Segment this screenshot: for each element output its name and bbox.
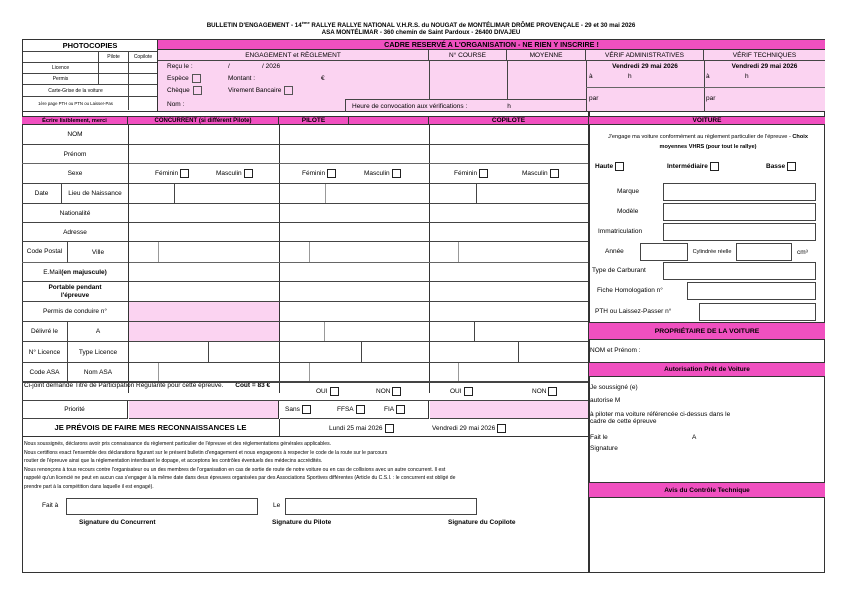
pilote-delivre-a-input[interactable] bbox=[326, 322, 429, 341]
pth-label: PTH ou Laissez-Passer n° bbox=[595, 308, 672, 315]
voiture-intro-text: J'engage ma voiture conformément au règlement particulier de l'épreuve - bbox=[608, 134, 793, 140]
convocation-label: Heure de convocation aux vérifications : bbox=[352, 102, 468, 110]
basse-checkbox[interactable] bbox=[787, 162, 796, 171]
row-label-num-licence: N° Licence bbox=[22, 342, 68, 363]
verif-tech-header: VÉRIF TECHNIQUES bbox=[704, 50, 825, 61]
moyenne-basse-option[interactable] bbox=[766, 162, 796, 171]
concurrent-cp-input[interactable] bbox=[129, 242, 159, 262]
proprietaire-nom-label: NOM et Prénom : bbox=[590, 347, 641, 354]
photocopies-row bbox=[23, 97, 157, 110]
priorite-sans-checkbox[interactable] bbox=[302, 405, 311, 414]
photocopies-row-label: Permis bbox=[23, 74, 99, 84]
copilote-titre-oui-option[interactable] bbox=[450, 382, 473, 400]
pilote-type-licence-input[interactable] bbox=[363, 342, 429, 362]
titre-participation-label: Ci-joint demande Titre de Participation Régularité pour cette épreuve. bbox=[24, 382, 224, 389]
declaration-line: routier de l'épreuve ainsi que la réglementation interdisant le dopage, et acceptons les contrôles éventuels des médecins accrédités. bbox=[24, 458, 323, 465]
concurrent-permis-disabled bbox=[129, 302, 279, 321]
pilote-titre-non-checkbox[interactable] bbox=[392, 387, 401, 396]
pilote-nom-input[interactable] bbox=[280, 125, 429, 144]
copilote-titre-non-checkbox[interactable] bbox=[548, 387, 557, 396]
reconnaissances-label: JE PRÉVOIS DE FAIRE MES RECONNAISSANCES LE bbox=[22, 419, 280, 437]
title-text-post: RALLYE RALLYE NATIONAL V.H.R.S. du NOUGAT de MONTÉLIMAR DRÔME PROVENÇALE - 29 et 30 mai 2026 bbox=[309, 22, 636, 30]
espece-option[interactable] bbox=[167, 74, 201, 83]
copilote-date-input[interactable] bbox=[430, 184, 477, 203]
verif-admin-h: h bbox=[628, 73, 632, 80]
row-label-prenom: Prénom bbox=[22, 145, 128, 164]
copilote-licence-input[interactable] bbox=[430, 342, 519, 362]
row-label-portable: Portable pendant l'épreuve bbox=[22, 282, 128, 302]
pilote-permis-input[interactable] bbox=[280, 302, 429, 321]
copilote-portable-input[interactable] bbox=[430, 282, 588, 301]
homologation-label: Fiche Homologation n° bbox=[597, 287, 663, 294]
pilote-licence-input[interactable] bbox=[280, 342, 362, 362]
engagement-header: ENGAGEMENT et RÈGLEMENT bbox=[158, 50, 429, 61]
reconnaissance-vendredi-checkbox[interactable] bbox=[497, 424, 506, 433]
date-sep: / bbox=[228, 63, 230, 70]
moyenne-haute-option[interactable] bbox=[595, 162, 624, 171]
verif-tech-a: à bbox=[706, 73, 710, 80]
pret-signature: Signature bbox=[590, 445, 618, 452]
photocopies-row-label: Licence bbox=[23, 63, 99, 73]
fait-a-input[interactable] bbox=[66, 498, 258, 515]
immatriculation-input[interactable] bbox=[663, 223, 816, 241]
copilote-masculin-checkbox[interactable] bbox=[550, 169, 559, 178]
row-label-lieu-naissance: Lieu de Naissance bbox=[62, 184, 128, 204]
row-label-nom: NOM bbox=[22, 125, 128, 145]
copilote-titre-oui-checkbox[interactable] bbox=[464, 387, 473, 396]
row-label-date: Date bbox=[22, 184, 62, 204]
declaration-line: Nous certifions exact l'ensemble des déclarations figurant sur le présent bulletin d'engagement et nous engageons à respecter le code de la route sur le parcours bbox=[24, 449, 388, 456]
priorite-fia-checkbox[interactable] bbox=[396, 405, 405, 414]
priorite-ffsa-option[interactable] bbox=[337, 401, 365, 418]
concurrent-feminin-checkbox[interactable] bbox=[180, 169, 189, 178]
pret-autorise: autorise M bbox=[590, 397, 621, 404]
montant-label: Montant : bbox=[228, 75, 256, 82]
row-label-code-asa: Code ASA bbox=[22, 363, 68, 382]
pilote-ville-input[interactable] bbox=[311, 242, 429, 262]
document-subtitle: ASA MONTÉLIMAR - 360 chemin de Saint Pardoux - 26400 DIVAJEU bbox=[321, 29, 521, 36]
row-label-nationalite: Nationalité bbox=[22, 204, 128, 223]
nom-label: Nom : bbox=[167, 101, 185, 108]
photocopies-check-copilote[interactable] bbox=[129, 74, 157, 84]
concurrent-masculin-option[interactable] bbox=[216, 164, 253, 183]
copilote-delivre-input[interactable] bbox=[430, 322, 475, 341]
concurrent-nationalite-input[interactable] bbox=[129, 204, 279, 222]
oui-label: OUI bbox=[450, 387, 462, 395]
titre-row bbox=[22, 382, 588, 401]
copilote-code-asa-input[interactable] bbox=[430, 363, 459, 381]
cheque-label: Chèque bbox=[167, 87, 190, 95]
sexe-row bbox=[129, 164, 588, 184]
email-label-bold: (en majuscule) bbox=[61, 268, 107, 276]
espece-checkbox[interactable] bbox=[192, 74, 201, 83]
pilote-nom-asa-input[interactable] bbox=[311, 363, 429, 381]
declaration-line: Nous renonçons à tous recours contre l'organisateur ou un des membres de l'organisation en cas de sortie de route de notre voiture ou en cas de collisions avec un autre concurrent. Il est bbox=[24, 466, 446, 473]
espece-label: Espèce bbox=[167, 75, 189, 83]
verif-admin-header: VÉRIF ADMINISTRATIVES bbox=[586, 50, 704, 61]
photocopies-col-pilote: Pilote bbox=[99, 52, 129, 62]
row-label-adresse: Adresse bbox=[22, 223, 128, 242]
declaration-line: rappelé qu'un licencié ne peut en aucun cas s'engager à la même date dans deux épreuves organisées par des Associations Sportives différentes (Article du C.S.I. : le concurrent est obligé de bbox=[24, 475, 456, 482]
feminin-label: Féminin bbox=[454, 170, 478, 177]
row-label-sexe: Sexe bbox=[22, 164, 128, 184]
pilote-lieu-input[interactable] bbox=[327, 184, 429, 203]
feminin-label: Féminin bbox=[302, 170, 326, 177]
sans-label: Sans bbox=[285, 406, 300, 413]
pilote-feminin-checkbox[interactable] bbox=[327, 169, 336, 178]
photocopies-row bbox=[23, 63, 157, 74]
concurrent-type-licence-input[interactable] bbox=[210, 342, 279, 362]
intermediaire-checkbox[interactable] bbox=[710, 162, 719, 171]
non-label: NON bbox=[532, 387, 547, 395]
cylindree-label: Cylindrée réelle bbox=[692, 248, 732, 255]
pilote-code-asa-input[interactable] bbox=[280, 363, 310, 381]
priorite-sans-option[interactable] bbox=[285, 401, 311, 418]
homologation-input[interactable] bbox=[687, 282, 816, 300]
pilote-delivre-input[interactable] bbox=[280, 322, 325, 341]
concurrent-email-input[interactable] bbox=[129, 263, 279, 281]
immatriculation-label: Immatriculation bbox=[598, 228, 643, 235]
col-pilote-header: PILOTE bbox=[279, 116, 349, 125]
pilote-portable-input[interactable] bbox=[280, 282, 429, 301]
copilote-masculin-option[interactable] bbox=[522, 164, 559, 183]
pilote-adresse-input[interactable] bbox=[280, 223, 429, 241]
cheque-checkbox[interactable] bbox=[193, 86, 202, 95]
email-label: E.Mail bbox=[43, 268, 62, 276]
concurrent-ville-input[interactable] bbox=[160, 242, 279, 262]
voiture-intro bbox=[595, 132, 821, 152]
oui-label: OUI bbox=[316, 387, 328, 395]
pilote-titre-non-option[interactable] bbox=[376, 382, 401, 400]
copilote-permis-input[interactable] bbox=[430, 302, 588, 321]
concurrent-delivre-disabled bbox=[129, 322, 279, 341]
photocopies-block bbox=[22, 39, 158, 112]
priorite-ffsa-checkbox[interactable] bbox=[356, 405, 365, 414]
photocopies-col-copilote: Copilote bbox=[133, 54, 153, 60]
basse-label: Basse bbox=[766, 163, 786, 170]
marque-label: Marque bbox=[617, 188, 640, 195]
verif-tech-date: Vendredi 29 mai 2026 bbox=[731, 63, 798, 70]
divider bbox=[507, 61, 508, 100]
col-pilote-extra bbox=[349, 116, 429, 125]
col-concurrent-header: CONCURRENT (si différent Pilote) bbox=[128, 116, 279, 125]
row-label-code-postal: Code Postal bbox=[22, 242, 68, 263]
cylindree-input[interactable] bbox=[736, 243, 792, 261]
photocopies-check-copilote[interactable] bbox=[129, 63, 157, 73]
haute-label: Haute bbox=[595, 163, 614, 170]
photocopies-row bbox=[23, 85, 157, 97]
copilote-type-licence-input[interactable] bbox=[520, 342, 588, 362]
row-label-nom-asa: Nom ASA bbox=[68, 363, 128, 382]
pilote-date-input[interactable] bbox=[280, 184, 326, 203]
copilote-delivre-a-input[interactable] bbox=[476, 322, 588, 341]
feminin-label: Féminin bbox=[155, 170, 179, 177]
pret-piloter: à piloter ma voiture référencée ci-dessus dans le cadre de cette épreuve bbox=[590, 411, 731, 426]
course-header: N° COURSE bbox=[429, 50, 507, 61]
row-label-ville: Ville bbox=[68, 242, 128, 263]
reconnaissance-vendredi-option[interactable] bbox=[432, 419, 506, 437]
date-year: / 2026 bbox=[262, 63, 281, 70]
photocopies-spacer bbox=[23, 52, 99, 62]
masculin-label: Masculin bbox=[364, 170, 390, 177]
euro-symbol: € bbox=[321, 75, 325, 82]
pilote-nationalite-input[interactable] bbox=[280, 204, 429, 222]
signature-concurrent-label: Signature du Concurrent bbox=[79, 519, 156, 526]
convocation-field bbox=[345, 99, 586, 112]
photocopies-check[interactable] bbox=[129, 97, 157, 110]
pilote-masculin-checkbox[interactable] bbox=[392, 169, 401, 178]
concurrent-priorite-disabled bbox=[129, 401, 279, 419]
fait-a-label: Fait à bbox=[42, 502, 59, 509]
pret-header: Autorisation Prêt de Voiture bbox=[589, 362, 825, 377]
pth-input[interactable] bbox=[699, 303, 816, 321]
pret-fait-le: Fait le bbox=[590, 434, 608, 441]
concurrent-masculin-checkbox[interactable] bbox=[244, 169, 253, 178]
le-label: Le bbox=[273, 502, 281, 509]
pilote-titre-oui-option[interactable] bbox=[316, 382, 339, 400]
modele-input[interactable] bbox=[663, 203, 816, 221]
proprietaire-header: PROPRIÉTAIRE DE LA VOITURE bbox=[589, 322, 825, 340]
copilote-priorite-disabled bbox=[430, 401, 588, 419]
voiture-intro-bold: Choix moyennes VHRS (pour tout le rallye) bbox=[659, 134, 808, 150]
reconnaissance-lundi-checkbox[interactable] bbox=[385, 424, 394, 433]
photocopies-check[interactable] bbox=[129, 85, 157, 96]
photocopies-row-label: Carte-Grise de la voiture bbox=[23, 85, 129, 96]
declaration-line: Nous soussignés, déclarons avoir pris connaissance du règlement particulier de l'épreuve et des réglementations générales applicables. bbox=[24, 441, 332, 447]
declaration-text bbox=[24, 440, 586, 492]
row-label-email bbox=[22, 263, 128, 282]
copilote-titre-non-option[interactable] bbox=[532, 382, 557, 400]
copilote-adresse-input[interactable] bbox=[430, 223, 588, 241]
col-labels-header: Écrire lisiblement, merci bbox=[22, 116, 128, 125]
divider bbox=[429, 61, 430, 100]
copilote-ville-input[interactable] bbox=[460, 242, 588, 262]
pilote-feminin-option[interactable] bbox=[302, 164, 336, 183]
copilote-feminin-option[interactable] bbox=[454, 164, 488, 183]
priorite-fia-option[interactable] bbox=[384, 401, 405, 418]
controle-header: Avis du Contrôle Technique bbox=[589, 482, 825, 498]
virement-checkbox[interactable] bbox=[284, 86, 293, 95]
row-label-type-licence: Type Licence bbox=[68, 342, 128, 363]
photocopies-title: PHOTOCOPIES bbox=[23, 40, 157, 52]
pilote-email-input[interactable] bbox=[280, 263, 429, 281]
convocation-h: h bbox=[507, 102, 511, 110]
row-label-permis: Permis de conduire n° bbox=[22, 302, 128, 322]
concurrent-licence-input[interactable] bbox=[129, 342, 209, 362]
modele-label: Modèle bbox=[617, 208, 639, 215]
concurrent-lieu-input[interactable] bbox=[176, 184, 279, 203]
verif-tech-h: h bbox=[745, 73, 749, 80]
non-label: NON bbox=[376, 387, 391, 395]
concurrent-nom-asa-input[interactable] bbox=[160, 363, 279, 381]
signature-pilote-label: Signature du Pilote bbox=[272, 519, 332, 526]
proprietaire-nom-input[interactable] bbox=[645, 342, 823, 359]
cout-label: Coût = 83 € bbox=[235, 382, 271, 389]
ffsa-label: FFSA bbox=[337, 406, 354, 413]
voiture-header: VOITURE bbox=[589, 116, 825, 125]
copilote-email-input[interactable] bbox=[430, 263, 588, 281]
marque-input[interactable] bbox=[663, 183, 816, 201]
pilote-masculin-option[interactable] bbox=[364, 164, 401, 183]
carburant-input[interactable] bbox=[663, 262, 816, 280]
reconnaissance-lundi-option[interactable] bbox=[329, 419, 394, 437]
concurrent-feminin-option[interactable] bbox=[155, 164, 189, 183]
cm3-unit: cm³ bbox=[797, 249, 808, 256]
photocopies-row bbox=[23, 74, 157, 85]
fia-label: FIA bbox=[384, 406, 395, 413]
col-copilote-header: COPILOTE bbox=[491, 117, 526, 124]
copilote-nom-asa-input[interactable] bbox=[460, 363, 588, 381]
verif-tech-par: par bbox=[706, 95, 716, 102]
copilote-cp-input[interactable] bbox=[430, 242, 459, 262]
controle-area[interactable] bbox=[590, 499, 824, 572]
copilote-feminin-checkbox[interactable] bbox=[479, 169, 488, 178]
concurrent-prenom-input[interactable] bbox=[129, 145, 279, 163]
title-sup: ème bbox=[301, 20, 310, 25]
photocopies-check-pilote[interactable] bbox=[99, 74, 129, 84]
photocopies-row-label: 1ère page PTH ou PTN ou Laisser-Pas bbox=[23, 97, 129, 110]
haute-checkbox[interactable] bbox=[615, 162, 624, 171]
le-date-input[interactable] bbox=[285, 498, 477, 515]
divider bbox=[586, 87, 825, 88]
pilote-titre-oui-checkbox[interactable] bbox=[330, 387, 339, 396]
copilote-nom-input[interactable] bbox=[430, 125, 588, 144]
concurrent-portable-input[interactable] bbox=[129, 282, 279, 301]
carburant-label: Type de Carburant bbox=[592, 267, 646, 274]
concurrent-adresse-input[interactable] bbox=[129, 223, 279, 241]
concurrent-nom-input[interactable] bbox=[129, 125, 279, 144]
moyenne-intermediaire-option[interactable] bbox=[667, 162, 719, 171]
signature-area[interactable] bbox=[30, 528, 575, 572]
virement-option[interactable] bbox=[228, 86, 293, 95]
row-label-delivre: Délivré le bbox=[22, 322, 68, 342]
annee-input[interactable] bbox=[640, 243, 688, 261]
pilote-prenom-input[interactable] bbox=[280, 145, 429, 163]
row-label-a: A bbox=[68, 322, 128, 342]
pilote-cp-input[interactable] bbox=[280, 242, 310, 262]
copilote-nationalite-input[interactable] bbox=[430, 204, 588, 222]
copilote-prenom-input[interactable] bbox=[430, 145, 588, 163]
copilote-lieu-input[interactable] bbox=[478, 184, 588, 203]
row-label-priorite: Priorité bbox=[22, 401, 128, 419]
signature-copilote-label: Signature du Copilote bbox=[448, 519, 516, 526]
recu-le-label: Reçu le : bbox=[167, 63, 193, 70]
verif-admin-par: par bbox=[589, 95, 599, 102]
vendredi-label: Vendredi 29 mai 2026 bbox=[432, 424, 496, 432]
pret-soussigne: Je soussigné (e) bbox=[590, 384, 638, 391]
virement-label: Virement Bancaire bbox=[228, 87, 282, 95]
concurrent-code-asa-input[interactable] bbox=[129, 363, 159, 381]
title-text: BULLETIN D'ENGAGEMENT - 14 bbox=[206, 22, 302, 30]
photocopies-check-pilote[interactable] bbox=[99, 63, 129, 73]
cheque-option[interactable] bbox=[167, 86, 202, 95]
verif-admin-date: Vendredi 29 mai 2026 bbox=[612, 63, 678, 70]
pret-a: A bbox=[692, 434, 697, 441]
document-title bbox=[0, 20, 842, 29]
organisation-banner: CADRE RESERVÉ A L'ORGANISATION - NE RIEN Y INSCRIRE ! bbox=[158, 39, 825, 50]
verif-admin-a: à bbox=[589, 73, 593, 80]
lundi-label: Lundi 25 mai 2026 bbox=[329, 424, 383, 432]
moyenne-header: MOYENNE bbox=[507, 50, 586, 61]
declaration-line: prendre part à la compétition dans laquelle il est engagé). bbox=[24, 483, 154, 490]
masculin-label: Masculin bbox=[522, 170, 548, 177]
intermediaire-label: Intermédiaire bbox=[667, 163, 708, 170]
concurrent-date-input[interactable] bbox=[129, 184, 175, 203]
annee-label: Année bbox=[605, 248, 624, 255]
masculin-label: Masculin bbox=[216, 170, 242, 177]
